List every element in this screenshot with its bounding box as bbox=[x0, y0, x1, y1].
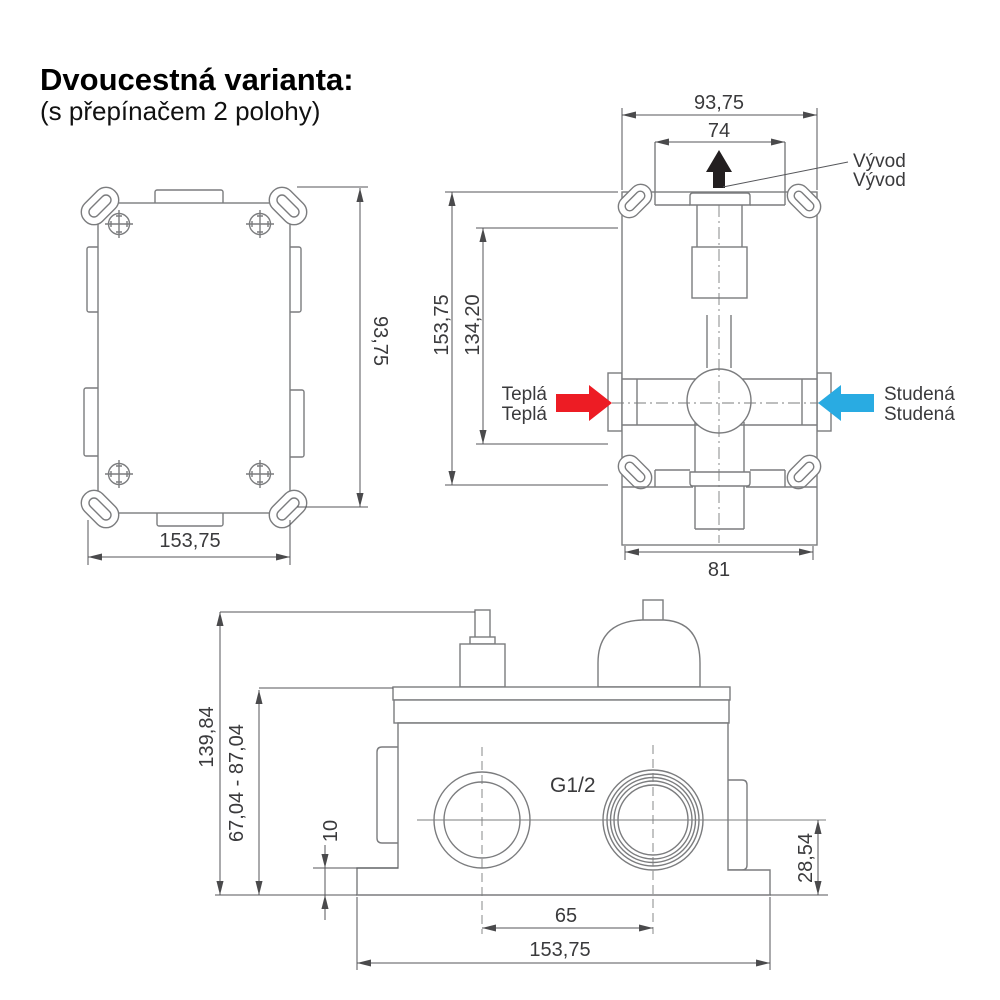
outlet-label-2: Vývod bbox=[853, 170, 906, 191]
dim-depth-range-label: 67,04 - 87,04 bbox=[226, 724, 248, 842]
dim-total-width-label: 153,75 bbox=[529, 939, 591, 961]
top-band bbox=[394, 700, 729, 723]
valve-ball bbox=[687, 369, 751, 433]
top-plate bbox=[393, 687, 730, 700]
dim-outlet-width bbox=[655, 120, 785, 142]
switch-collar bbox=[470, 637, 495, 644]
front-view bbox=[76, 182, 391, 565]
outlet-arrow-icon bbox=[706, 150, 732, 188]
page-title: Dvoucestná varianta: bbox=[40, 62, 354, 97]
hot-label-1: Teplá bbox=[501, 384, 547, 405]
side-view bbox=[196, 600, 828, 970]
dim-port-axis-height-label: 28,54 bbox=[795, 832, 817, 884]
dim-total-height-label: 139,84 bbox=[196, 706, 218, 768]
lower-flange bbox=[690, 472, 750, 486]
valve-body bbox=[357, 723, 770, 895]
dim-depth-range bbox=[226, 688, 393, 895]
dim-port-axis-height bbox=[795, 820, 818, 895]
dim-front-height bbox=[297, 187, 391, 507]
cold-label-1: Studená bbox=[884, 384, 955, 405]
handle-dome bbox=[598, 620, 700, 687]
hot-label-2: Teplá bbox=[501, 404, 547, 425]
dim-front-width bbox=[88, 520, 290, 565]
right-port-tab bbox=[726, 780, 747, 870]
dim-install-inner-height-label: 134,20 bbox=[462, 294, 484, 356]
dim-install-bottom-width bbox=[625, 546, 813, 581]
hot-water-arrow-icon bbox=[556, 385, 612, 421]
dim-install-height bbox=[431, 192, 618, 485]
title-block bbox=[40, 62, 354, 126]
outlet-flange bbox=[690, 193, 750, 205]
dim-outlet-width-label: 74 bbox=[707, 120, 731, 142]
dim-port-spacing bbox=[482, 905, 653, 928]
dim-front-height-label: 93,75 bbox=[369, 315, 391, 367]
thread-size-label: G1/2 bbox=[550, 774, 596, 797]
left-port-tab bbox=[377, 747, 400, 843]
dim-front-width-label: 153,75 bbox=[159, 530, 221, 552]
dim-port-spacing-label: 65 bbox=[554, 905, 578, 927]
dim-install-bottom-width-label: 81 bbox=[707, 559, 731, 581]
switch-block bbox=[460, 644, 505, 687]
dim-install-height-label: 153,75 bbox=[431, 294, 453, 356]
cold-label-2: Studená bbox=[884, 404, 955, 425]
upper-block bbox=[692, 247, 747, 298]
outlet-label-1: Vývod bbox=[853, 151, 906, 172]
dim-step-label: 10 bbox=[320, 819, 342, 843]
handle-stem bbox=[643, 600, 663, 621]
switch-stem bbox=[475, 610, 490, 639]
installation-view bbox=[431, 92, 955, 581]
page-subtitle: (s přepínačem 2 polohy) bbox=[40, 96, 321, 126]
dim-install-overall-width-label: 93,75 bbox=[693, 92, 745, 114]
